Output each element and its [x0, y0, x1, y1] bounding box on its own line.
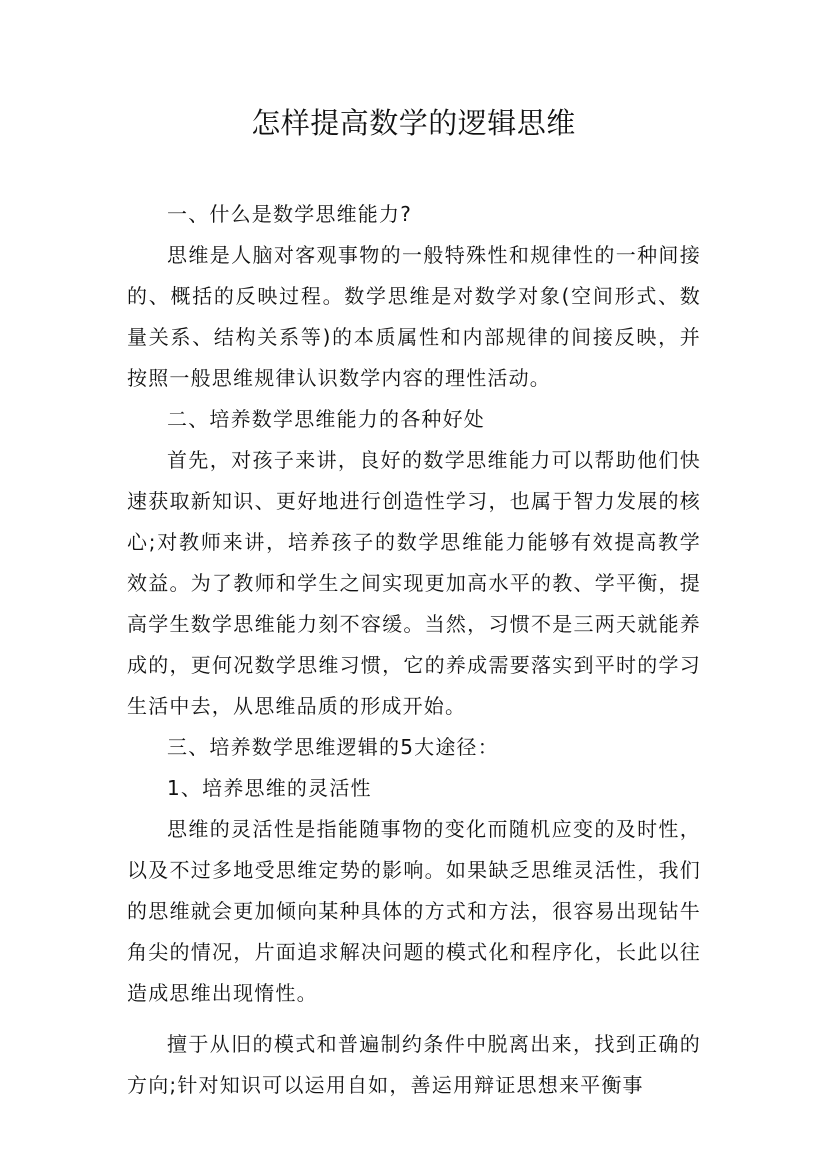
paragraph-definition: 思维是人脑对客观事物的一般特殊性和规律性的一种间接的、概括的反映过程。数学思维是对数学对象(空间形式、数量关系、结构关系等)的本质属性和内部规律的间接反映，并按照一般思维规律认识数学内容的理性活动。 [127, 243, 701, 390]
paragraph-benefits: 首先，对孩子来讲，良好的数学思维能力可以帮助他们快速获取新知识、更好地进行创造性学习，也属于智力发展的核心;对教师来讲，培养孩子的数学思维能力能够有效提高教学效益。为了教师和学生之间实现更加高水平的教、学平衡，提高学生数学思维能力刻不容缓。当然，习惯不是三两天就能养成的，更何况数学思维习惯，它的养成需要落实到平时的学习生活中去，从思维品质的形成开始。 [127, 448, 701, 718]
section-heading-2: 二、培养数学思维能力的各种好处 [167, 407, 485, 431]
subsection-heading-1: 1、培养思维的灵活性 [167, 776, 372, 800]
section-heading-1: 一、什么是数学思维能力? [167, 202, 413, 226]
paragraph-continuation: 擅于从旧的模式和普遍制约条件中脱离出来，找到正确的方向;针对知识可以运用自如，善运用辩证思想来平衡事 [127, 1032, 701, 1097]
paragraph-flexibility: 思维的灵活性是指能随事物的变化而随机应变的及时性，以及不过多地受思维定势的影响。如果缺乏思维灵活性，我们的思维就会更加倾向某种具体的方式和方法，很容易出现钻牛角尖的情况，片面追求解决问题的模式化和程序化，长此以往造成思维出现惰性。 [127, 817, 701, 1005]
document-title: 怎样提高数学的逻辑思维 [251, 106, 576, 140]
section-heading-3: 三、培养数学思维逻辑的5大途径： [167, 735, 499, 759]
document-body [127, 194, 701, 1106]
